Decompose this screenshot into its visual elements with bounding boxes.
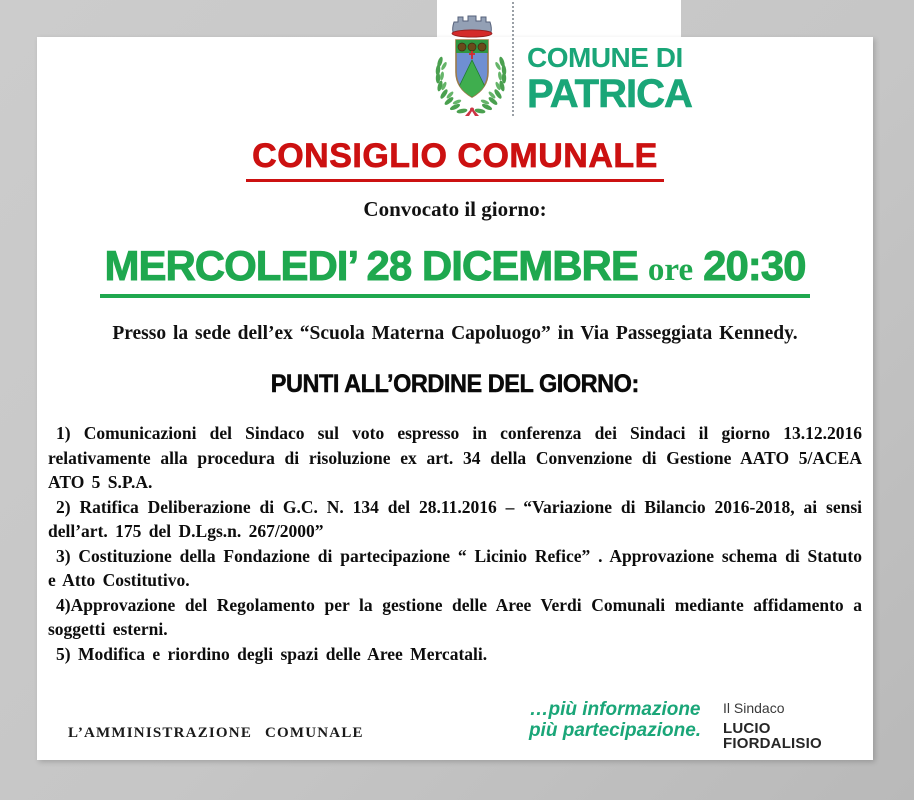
convocation-label: Convocato il giorno: [363,197,547,221]
agenda-heading-row [37,370,873,399]
meeting-time: 20:30 [703,242,806,289]
venue-text: Presso la sede dell’ex “Scuola Materna Capoluogo” in Via Passeggiata Kennedy. [112,323,798,344]
municipality-name [527,44,692,114]
agenda-item: 4)Approvazione del Regolamento per la gestione delle Aree Verdi Comunali mediante affidamento a soggetti esterni. [48,594,862,639]
meeting-date [100,242,809,298]
slogan-line1: …più informazione [529,699,701,720]
mayor-name: LUCIO FIORDALISIO [723,720,822,752]
agenda-list [48,421,862,666]
crown [452,16,492,37]
agenda-item: 2) Ratifica Deliberazione di G.C. N. 134 del 28.11.2016 – “Variazione di Bilancio 2016-2018, ai sensi dell’art. 175 del D.Lgs.n. 267/2000” [48,496,862,541]
administration-signature: L’AMMINISTRAZIONE COMUNALE [68,725,364,741]
venue-row [37,323,873,345]
municipality-line2: PATRICA [527,72,692,116]
convocation-row [37,197,873,222]
agenda-heading: PUNTI ALL’ORDINE DEL GIORNO: [270,370,640,398]
page-title: CONSIGLIO COMUNALE [246,137,664,182]
agenda-item: 1) Comunicazioni del Sindaco sul voto espresso in conferenza dei Sindaci il giorno 13.12.2016 relativamente alla procedura di risoluzione ex art. 34 della Convenzione di Gestione AATO 5/ACEA ATO 5 S.P.A. [48,423,862,492]
municipality-line1: COMUNE DI [527,42,683,73]
mayor-title: Il Sindaco [723,700,785,716]
coat-of-arms-icon [430,6,512,118]
mayor-signature [723,701,873,751]
logo-divider [512,2,514,116]
date-row [37,242,873,298]
title-row [37,137,873,182]
agenda-item: 5) Modifica e riordino degli spazi delle Aree Mercatali. [56,643,488,664]
announcement-card [37,37,873,760]
slogan-line2: più partecipazione. [528,720,702,741]
agenda-item: 3) Costituzione della Fondazione di partecipazione “ Licinio Refice” . Approvazione schema di Statuto e Atto Costitutivo. [48,545,862,590]
ore-label: ore [647,252,694,288]
slogan [515,699,715,741]
meeting-day: MERCOLEDI’ 28 DICEMBRE [104,242,638,289]
